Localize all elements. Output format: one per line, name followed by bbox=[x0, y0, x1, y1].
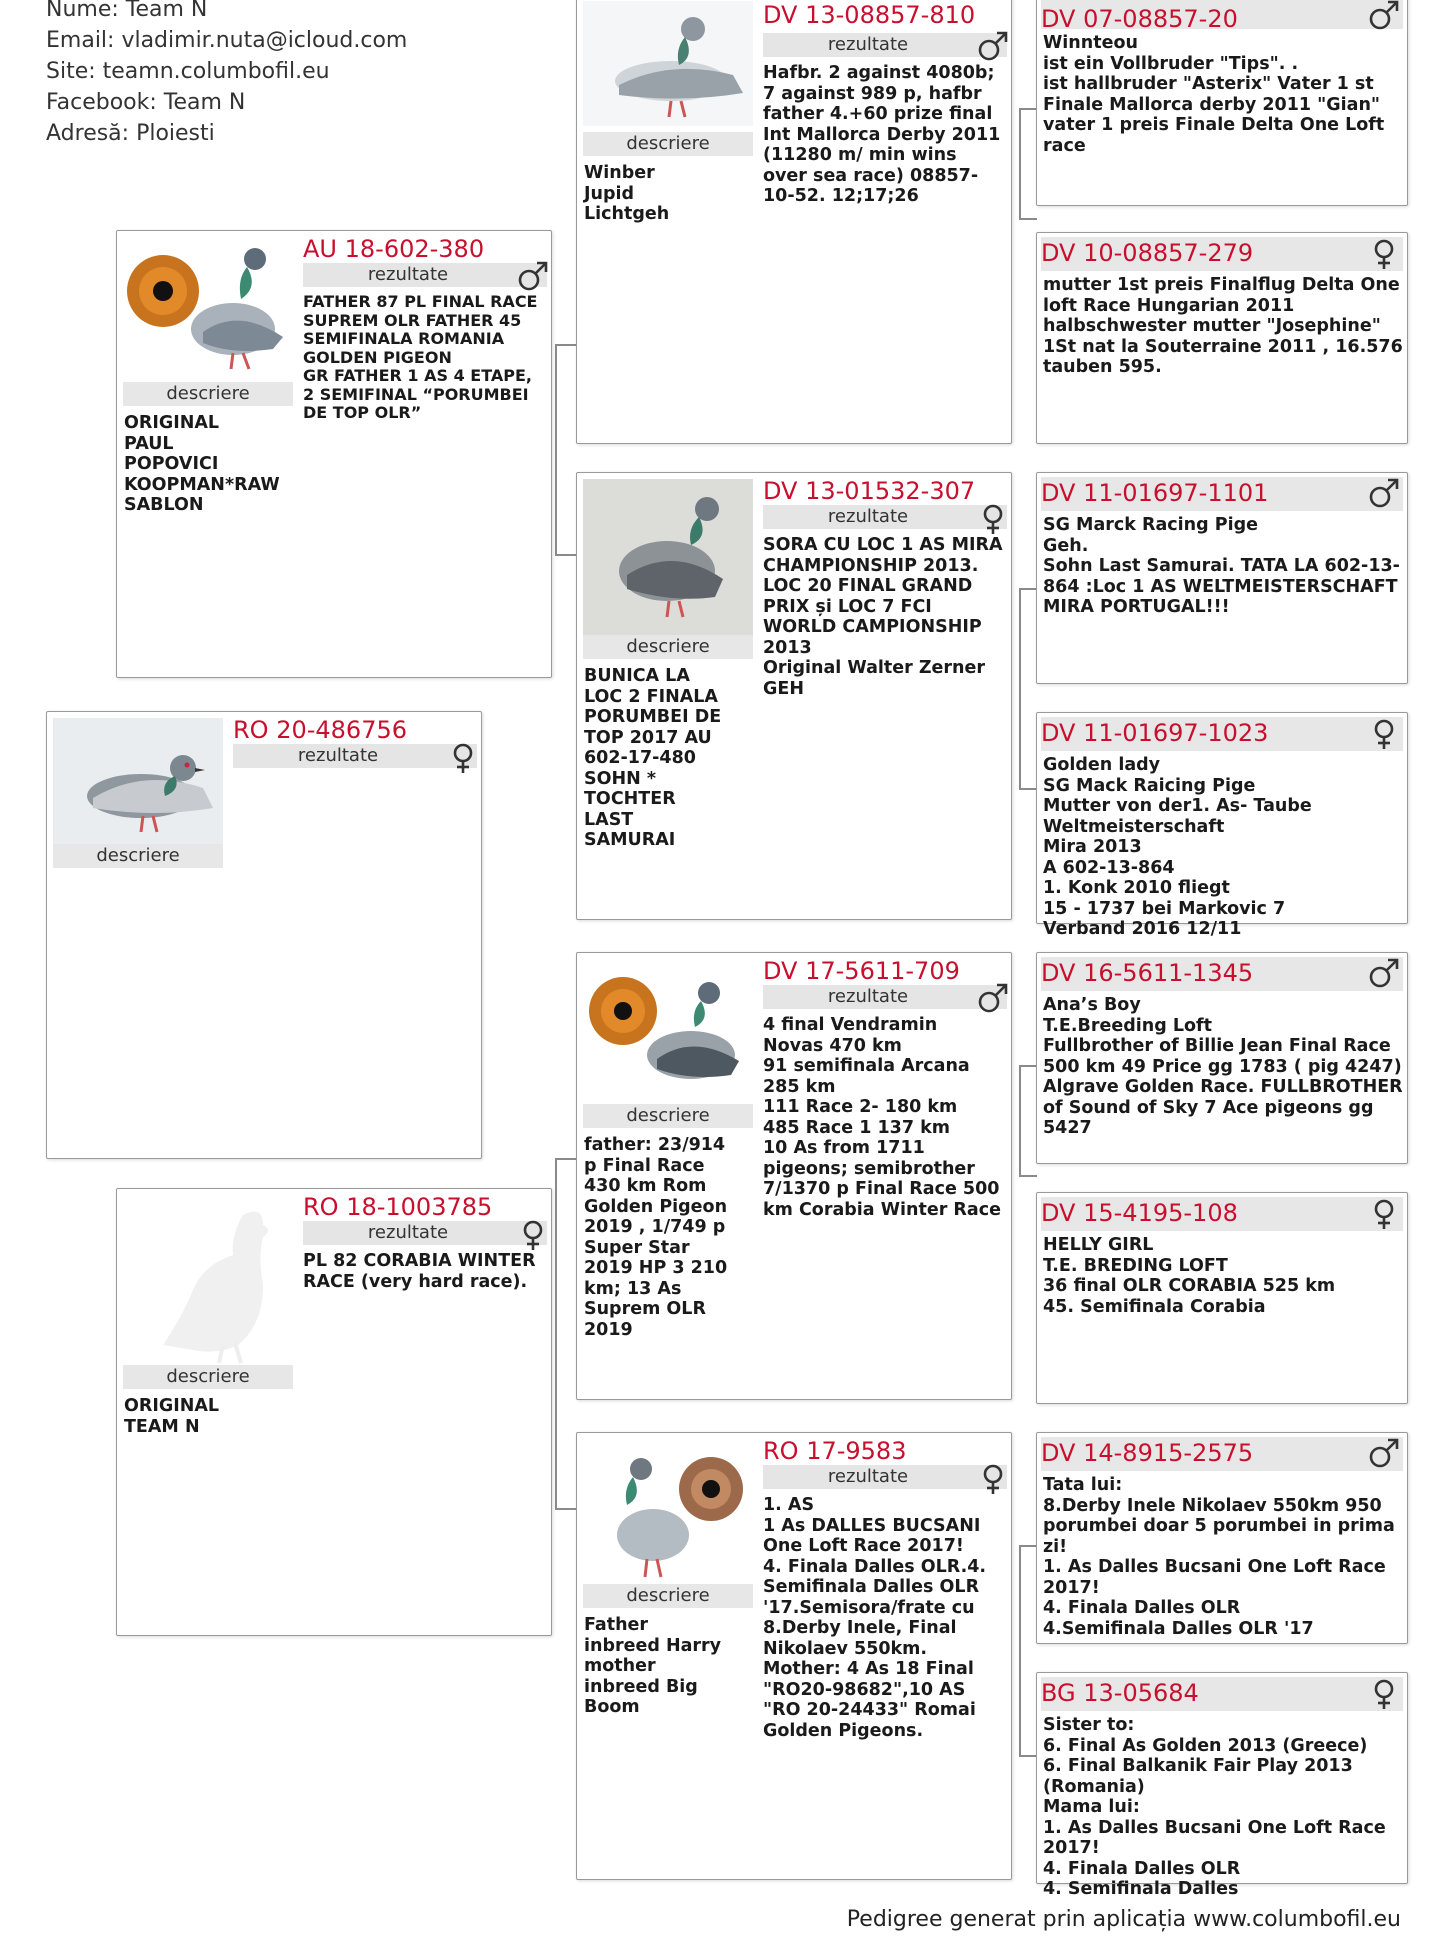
pigeon-results: SG Marck Racing Pige Geh. Sohn Last Samurai. TATA LA 602-13-864 :Loc 1 AS WELTMEISTERSCHAFT MIRA PORTUGAL!!! bbox=[1043, 515, 1400, 617]
grandparent-card bbox=[576, 952, 1012, 1400]
great-grandparent-card bbox=[1036, 0, 1408, 206]
owner-facebook: Facebook: Team N bbox=[46, 90, 246, 115]
connector bbox=[1019, 588, 1037, 590]
ring-number: RO 20-486756 bbox=[233, 716, 408, 744]
pigeon-notes: father: 23/914 p Final Race 430 km Rom Golden Pigeon 2019 , 1/749 p Super Star 2019 HP 3 210 km; 13 As Suprem OLR 2019 bbox=[584, 1135, 728, 1340]
ring-number: DV 07-08857-20 bbox=[1041, 5, 1238, 33]
pigeon-notes: Winber Jupid Lichtgeh bbox=[584, 163, 670, 224]
mother-card bbox=[116, 1188, 552, 1636]
grandparent-card bbox=[576, 1432, 1012, 1880]
ring-number: DV 15-4195-108 bbox=[1041, 1199, 1238, 1227]
pigeon-results: SORA CU LOC 1 AS MIRA CHAMPIONSHIP 2013. LOC 20 FINAL GRAND PRIX și LOC 7 FCI WORLD CAMPIONSHIP 2013 Original Walter Zerner GEH bbox=[763, 535, 1003, 699]
ring-number: BG 13-05684 bbox=[1041, 1679, 1199, 1707]
pigeon-photo[interactable] bbox=[123, 1195, 293, 1365]
ring-number: DV 10-08857-279 bbox=[1041, 239, 1254, 267]
pigeon-icon bbox=[583, 959, 753, 1104]
connector bbox=[555, 1508, 577, 1510]
ring-number: RO 18-1003785 bbox=[303, 1193, 493, 1221]
pigeon-icon bbox=[583, 479, 753, 635]
male-icon bbox=[1367, 1437, 1401, 1471]
grandparent-card bbox=[576, 0, 1012, 444]
great-grandparent-card bbox=[1036, 712, 1408, 939]
description-button[interactable]: descriere bbox=[123, 1365, 293, 1389]
results-button[interactable]: rezultate bbox=[233, 744, 477, 768]
results-button[interactable]: rezultate bbox=[763, 33, 1007, 57]
female-icon bbox=[976, 502, 1010, 536]
description-button[interactable]: descriere bbox=[583, 635, 753, 659]
pigeon-results: Tata lui: 8.Derby Inele Nikolaev 550km 950 porumbei doar 5 porumbei in prima zi! 1. As Dalles Bucsani One Loft Race 2017! 4. Finala Dalles OLR 4.Semifinala Dalles OLR '17 bbox=[1043, 1475, 1395, 1639]
owner-info bbox=[46, 0, 407, 149]
pigeon-icon bbox=[583, 1, 753, 126]
pigeon-icon bbox=[123, 237, 293, 382]
results-button[interactable]: rezultate bbox=[763, 1465, 1007, 1489]
pigeon-notes: ORIGINAL PAUL POPOVICI KOOPMAN*RAW SABLON bbox=[124, 413, 280, 515]
ring-number: RO 17-9583 bbox=[763, 1437, 907, 1465]
connector bbox=[555, 1158, 577, 1160]
grandparent-card bbox=[576, 472, 1012, 920]
results-button[interactable]: rezultate bbox=[303, 1221, 547, 1245]
owner-address: Adresă: Ploiesti bbox=[46, 121, 215, 146]
pigeon-icon bbox=[53, 718, 223, 844]
pigeon-results: Sister to: 6. Final As Golden 2013 (Greece) 6. Final Balkanik Fair Play 2013 (Romania) Mama lui: 1. As Dalles Bucsani One Loft Race 2017! 4. Finala Dalles OLR 4. Semifinala Dalles bbox=[1043, 1715, 1386, 1899]
pigeon-results: HELLY GIRL T.E. BREDING LOFT 36 final OLR CORABIA 525 km 45. Semifinala Corabia bbox=[1043, 1235, 1336, 1317]
ring-number: DV 13-08857-810 bbox=[763, 1, 976, 29]
pigeon-results: 4 final Vendramin Novas 470 km 91 semifinala Arcana 285 km 111 Race 2- 180 km 485 Race 1 137 km 10 As from 1711 pigeons; semibrother 7/1370 p Final Race 500 km Corabia Winter Race bbox=[763, 1015, 1001, 1220]
owner-name: Nume: Team N bbox=[46, 0, 208, 22]
pigeon-results: Ana’s Boy T.E.Breeding Loft Fullbrother of Billie Jean Final Race 500 km 49 Price gg 1783 ( pig 4247) Algrave Golden Race. FULLBROTHER of Sound of Sky 7 Ace pigeons gg 5427 bbox=[1043, 995, 1403, 1138]
male-icon bbox=[1367, 957, 1401, 991]
connector bbox=[1019, 1755, 1037, 1757]
pigeon-photo[interactable] bbox=[583, 959, 753, 1104]
ring-number: DV 14-8915-2575 bbox=[1041, 1439, 1254, 1467]
owner-site: Site: teamn.columbofil.eu bbox=[46, 59, 330, 84]
male-icon bbox=[976, 982, 1010, 1016]
pigeon-photo[interactable] bbox=[53, 718, 223, 844]
connector bbox=[1019, 218, 1037, 220]
great-grandparent-card bbox=[1036, 1672, 1408, 1899]
great-grandparent-card bbox=[1036, 472, 1408, 684]
description-button[interactable]: descriere bbox=[53, 844, 223, 868]
connector bbox=[1019, 788, 1037, 790]
father-card bbox=[116, 230, 552, 678]
connector bbox=[555, 344, 577, 346]
great-grandparent-card bbox=[1036, 952, 1408, 1164]
description-button[interactable]: descriere bbox=[583, 1104, 753, 1128]
pigeon-photo[interactable] bbox=[583, 1439, 753, 1584]
ring-number: AU 18-602-380 bbox=[303, 235, 485, 263]
ring-number: DV 11-01697-1101 bbox=[1041, 479, 1269, 507]
results-button[interactable]: rezultate bbox=[763, 985, 1007, 1009]
male-icon bbox=[1367, 477, 1401, 511]
pigeon-notes: BUNICA LA LOC 2 FINALA PORUMBEI DE TOP 2017 AU 602-17-480 SOHN * TOCHTER LAST SAMURAI bbox=[584, 666, 722, 850]
description-button[interactable]: descriere bbox=[583, 1584, 753, 1608]
pigeon-results: Winnteou ist ein Vollbruder "Tips". . ist hallbruder "Asterix" Vater 1 st Finale Mallorca derby 2011 "Gian" vater 1 preis Finale Delta One Loft race bbox=[1043, 33, 1385, 156]
ring-number: DV 17-5611-709 bbox=[763, 957, 960, 985]
pigeon-results: PL 82 CORABIA WINTER RACE (very hard race). bbox=[303, 1251, 536, 1292]
connector bbox=[1019, 1545, 1021, 1755]
female-icon bbox=[1367, 717, 1401, 751]
owner-email: Email: vladimir.nuta@icloud.com bbox=[46, 28, 408, 53]
connector bbox=[555, 1158, 557, 1508]
pigeon-results: 1. AS 1 As DALLES BUCSANI One Loft Race 2017! 4. Finala Dalles OLR.4. Semifinala Dalles OLR '17.Semisora/frate cu 8.Derby Inele, Final Nikolaev 550km. Mother: 4 As 18 Final "RO20-98682",10 AS "RO 20-24433" Romai Golden Pigeons. bbox=[763, 1495, 987, 1741]
ring-number: DV 13-01532-307 bbox=[763, 477, 976, 505]
male-icon bbox=[976, 30, 1010, 64]
description-button[interactable]: descriere bbox=[123, 382, 293, 406]
connector bbox=[555, 344, 557, 554]
pigeon-icon bbox=[583, 1439, 753, 1584]
male-icon bbox=[1367, 0, 1401, 33]
description-button[interactable]: descriere bbox=[583, 132, 753, 156]
results-button[interactable]: rezultate bbox=[303, 263, 547, 287]
connector bbox=[1019, 108, 1037, 110]
pigeon-results: mutter 1st preis Finalflug Delta One loft Race Hungarian 2011 halbschwester mutter "Josephine" 1St nat la Souterraine 2011 , 16.576 tauben 595. bbox=[1043, 275, 1403, 377]
connector bbox=[1019, 1545, 1037, 1547]
great-grandparent-card bbox=[1036, 1432, 1408, 1644]
ring-number: DV 11-01697-1023 bbox=[1041, 719, 1269, 747]
female-icon bbox=[516, 1218, 550, 1252]
pigeon-notes: ORIGINAL TEAM N bbox=[124, 1396, 220, 1437]
female-icon bbox=[1367, 1677, 1401, 1711]
female-icon bbox=[1367, 237, 1401, 271]
pigeon-photo[interactable] bbox=[583, 1, 753, 126]
connector bbox=[555, 554, 577, 556]
pigeon-placeholder-icon bbox=[123, 1195, 293, 1365]
connector bbox=[1019, 588, 1021, 788]
great-grandparent-card bbox=[1036, 232, 1408, 444]
connector bbox=[1019, 1065, 1021, 1175]
pigeon-photo[interactable] bbox=[123, 237, 293, 382]
subject-card bbox=[46, 711, 482, 1159]
connector bbox=[1019, 108, 1021, 218]
connector bbox=[1019, 1065, 1037, 1067]
connector bbox=[1019, 1175, 1037, 1177]
pigeon-results: Hafbr. 2 against 4080b; 7 against 989 p, hafbr father 4.+60 prize final Int Mallorca Derby 2011 (11280 m/ min wins over sea race) 08857-10-52. 12;17;26 bbox=[763, 63, 1001, 206]
female-icon bbox=[1367, 1197, 1401, 1231]
female-icon bbox=[446, 741, 480, 775]
ring-number: DV 16-5611-1345 bbox=[1041, 959, 1254, 987]
pigeon-notes: Father inbreed Harry mother inbreed Big Boom bbox=[584, 1615, 722, 1717]
male-icon bbox=[516, 260, 550, 294]
results-button[interactable]: rezultate bbox=[763, 505, 1007, 529]
great-grandparent-card bbox=[1036, 1192, 1408, 1404]
pigeon-photo[interactable] bbox=[583, 479, 753, 635]
pigeon-results: FATHER 87 PL FINAL RACE SUPREM OLR FATHER 45 SEMIFINALA ROMANIA GOLDEN PIGEON GR FATHER 1 AS 4 ETAPE, 2 SEMIFINAL “PORUMBEI DE TOP OLR” bbox=[303, 292, 538, 422]
footer-credit: Pedigree generat prin aplicația www.columbofil.eu bbox=[846, 1907, 1401, 1932]
pigeon-results: Golden lady SG Mack Raicing Pige Mutter von der1. As- Taube Weltmeisterschaft Mira 2013 A 602-13-864 1. Konk 2010 fliegt 15 - 1737 bei Markovic 7 Verband 2016 12/11 bbox=[1043, 755, 1312, 939]
female-icon bbox=[976, 1462, 1010, 1496]
